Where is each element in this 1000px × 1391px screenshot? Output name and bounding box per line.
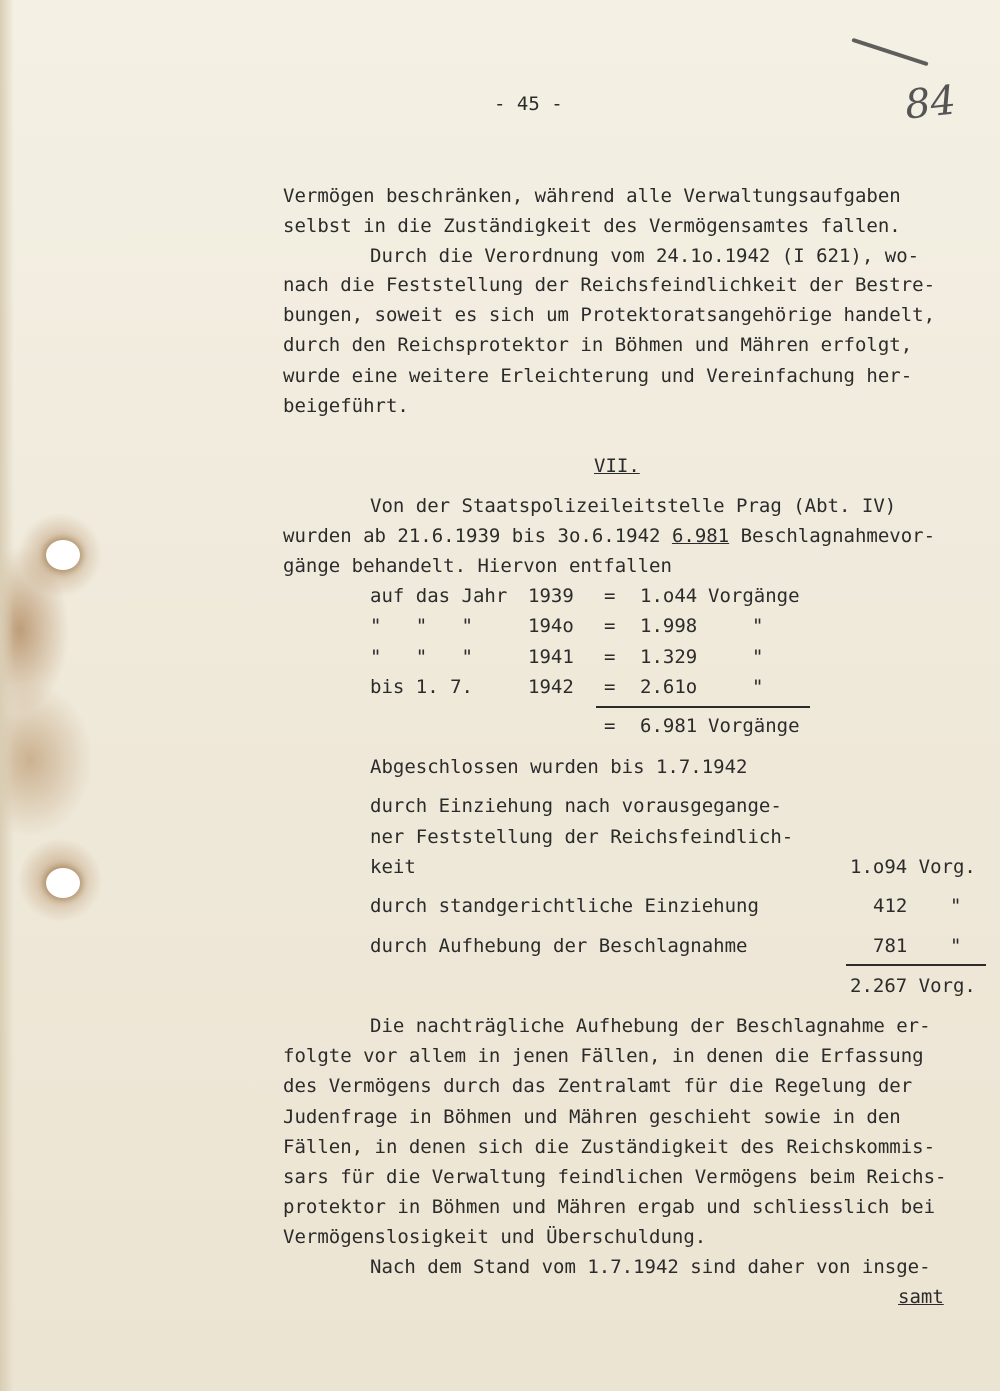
para1-line: Vermögen beschränken, während alle Verwaltungsaufgaben xyxy=(283,185,901,207)
document-page: - 45 - 84 Vermögen beschränken, während alle Verwaltungsaufgaben selbst in die Zuständigkeit des Vermögensamtes fallen. Durch die Verordnung vom 24.1o.1942 (I 621), wo- nach die Feststellung der Reichsfeindlichkeit der Bestre- bungen, soweit es sich um Protektoratsangehörige handelt, durch den Reichsprotektor in Böhmen und Mähren erfolgt, wurde eine weitere Erleichterung und Vereinfachung her- beigeführt. VII. Von der Staatspolizeileitstelle Prag (Abt. IV) wurden ab 21.6.1939 bis 3o.6.1942 6.981 Beschlagnahmevor- gänge behandelt. Hiervon entfallen auf das Jahr 1939 = 1.o44 Vorgänge " " " 194o = 1.998 " " " " 1941 = 1.329 " bis 1. 7. 1942 = 2.61o " = 6.981 Vorgänge Abgeschlossen wurden bis 1.7.1942 durch Einziehung nach vorausgegange- ner Feststellung der Reichsfeindlich- keit 1.o94 Vorg. durch standgerichtliche Einziehung 412 " durch Aufhebung der Beschlagnahme 781 " 2.267 Vorg. Die nachträgliche Aufhebung der Beschlagnahme er- folgte vor allem in jenen Fällen, in denen die Erfassung des Vermögens durch das Zentralamt für die Regelung der Judenfrage in Böhmen und Mähren geschieht sowie in den Fällen, in denen sich die Zuständigkeit des Reichskommis- sars für die Verwaltung feindlichen Vermögens beim Reichs- protektor in Böhmen und Mähren ergab und schliesslich bei Vermögenslosigkeit und Überschuldung. Nach dem Stand vom 1.7.1942 sind daher von insge- samt xyxy=(0,0,1000,1391)
closed-sum-rule xyxy=(846,964,986,966)
para2-line: Von der Staatspolizeileitstelle Prag (Abt. IV) xyxy=(370,495,897,517)
closed-item1-line: ner Feststellung der Reichsfeindlich- xyxy=(370,826,794,848)
punch-hole-bottom xyxy=(46,868,80,898)
closed-total: 2.267 Vorg. xyxy=(850,975,976,997)
sum-rule xyxy=(596,706,810,708)
closed-item3-label: durch Aufhebung der Beschlagnahme xyxy=(370,935,748,957)
page-number: - 45 - xyxy=(494,93,563,115)
para1-line: beigeführt. xyxy=(283,395,409,417)
catchword: samt xyxy=(898,1286,944,1308)
punch-hole-top xyxy=(46,540,80,570)
closed-item1-value: 1.o94 Vorg. xyxy=(850,856,976,878)
closed-item3-unit: " xyxy=(950,935,962,957)
para1-line: bungen, soweit es sich um Protektoratsangehörige handelt, xyxy=(283,304,936,326)
paper-edge xyxy=(0,0,14,1391)
para3-line: Die nachträgliche Aufhebung der Beschlagnahme er- xyxy=(370,1015,931,1037)
para1-line: nach die Feststellung der Reichsfeindlichkeit der Bestre- xyxy=(283,274,936,296)
para3-line: des Vermögens durch das Zentralamt für die Regelung der xyxy=(283,1075,913,1097)
para4-line: Nach dem Stand vom 1.7.1942 sind daher von insge- xyxy=(370,1256,931,1278)
closed-item1-line: keit xyxy=(370,856,416,878)
folio-number: 84 xyxy=(902,77,959,129)
para1-line: Durch die Verordnung vom 24.1o.1942 (I 621), wo- xyxy=(370,245,920,267)
closed-item2-value: 412 xyxy=(873,895,908,917)
closed-item1-line: durch Einziehung nach vorausgegange- xyxy=(370,795,782,817)
para3-line: Fällen, in denen sich die Zuständigkeit des Reichskommis- xyxy=(283,1136,936,1158)
para1-line: wurde eine weitere Erleichterung und Vereinfachung her- xyxy=(283,365,913,387)
para3-line: protektor in Böhmen und Mähren ergab und schliesslich bei xyxy=(283,1196,936,1218)
closed-item2-unit: " xyxy=(950,895,962,917)
ink-smudge xyxy=(851,38,928,67)
para3-line: Vermögenslosigkeit und Überschuldung. xyxy=(283,1226,707,1248)
closed-item2-label: durch standgerichtliche Einziehung xyxy=(370,895,759,917)
closed-item3-value: 781 xyxy=(873,935,908,957)
para3-line: sars für die Verwaltung feindlichen Vermögens beim Reichs- xyxy=(283,1166,947,1188)
total-cases: 6.981 xyxy=(671,525,730,547)
para2-line: wurden ab 21.6.1939 bis 3o.6.1942 6.981 Beschlagnahmevor- xyxy=(283,525,936,547)
para2-line: gänge behandelt. Hiervon entfallen xyxy=(283,555,672,577)
para1-line: durch den Reichsprotektor in Böhmen und Mähren erfolgt, xyxy=(283,334,913,356)
closed-heading: Abgeschlossen wurden bis 1.7.1942 xyxy=(370,756,748,778)
para3-line: folgte vor allem in jenen Fällen, in denen die Erfassung xyxy=(283,1045,924,1067)
section-heading: VII. xyxy=(594,455,640,477)
para1-line: selbst in die Zuständigkeit des Vermögensamtes fallen. xyxy=(283,215,901,237)
para3-line: Judenfrage in Böhmen und Mähren geschieht sowie in den xyxy=(283,1106,901,1128)
